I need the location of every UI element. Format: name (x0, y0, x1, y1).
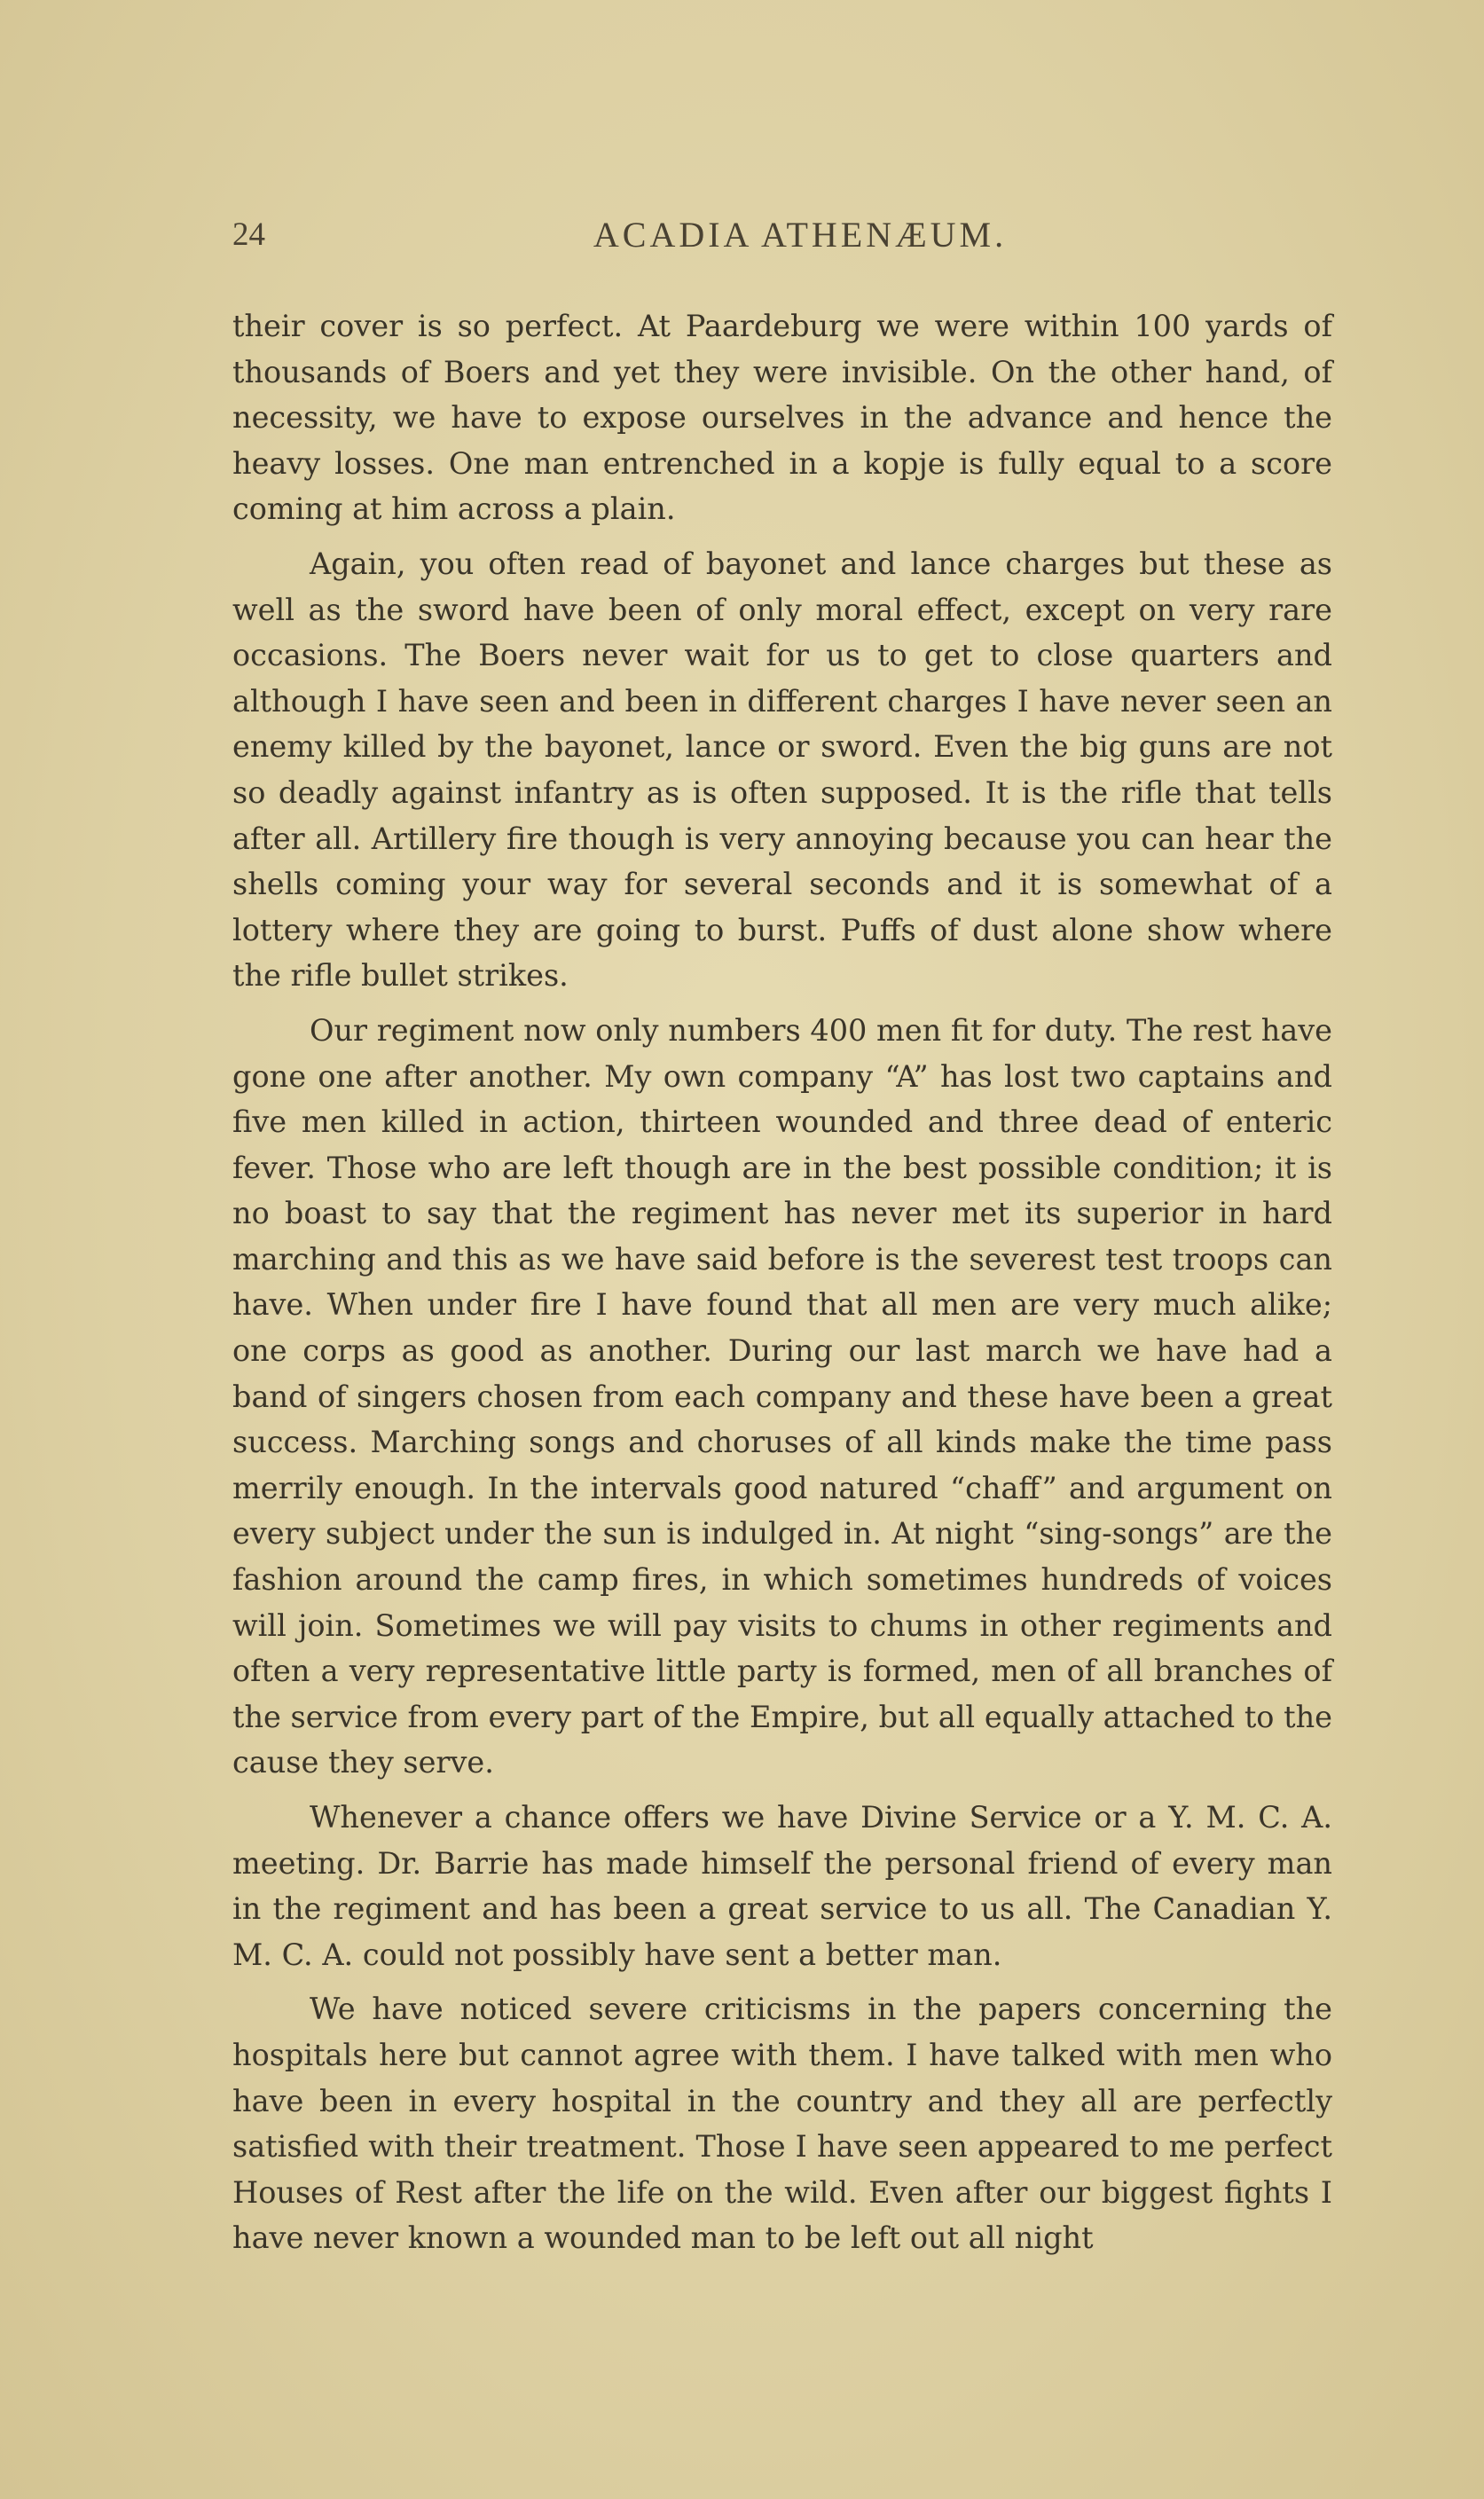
paragraph-regiment-numbers: Our regiment now only numbers 400 men fit for duty. The rest have gone one after another. My own company “A” has lost two captains and five men killed in action, thirteen wounded and three dead of enteric fever. Those who are left though are in the best possible condition; it is no boast to say that the regiment has never met its superior in hard marching and this as we have said before is the severest test troops can have. When under fire I have found that all men are very much alike; one corps as good as another. During our last march we have had a band of singers chosen from each company and these have been a great success. Marching songs and choruses of all kinds make the time pass merrily enough. In the intervals good natured “chaff” and argument on every subject under the sun is indulged in. At night “sing-songs” are the fashion around the camp fires, in which sometimes hundreds of voices will join. Sometimes we will pay visits to chums in other regiments and often a very representative little party is formed, men of all branches of the service from every part of the Empire, but all equally attached to the cause they serve. (232, 1012, 1332, 1780)
paragraph-divine-service: Whenever a chance offers we have Divine Service or a Y. M. C. A. meeting. Dr. Barrie has made himself the personal friend of every man in the regiment and has been a great service to us all. The Canadian Y. M. C. A. could not possibly have sent a better man. (232, 1800, 1332, 1972)
journal-title: ACADIA ATHENÆUM. (593, 215, 1008, 255)
article-body (232, 303, 1332, 2270)
paragraph-bayonet-charges: Again, you often read of bayonet and lance charges but these as well as the sword have been of only moral effect, except on very rare occasions. The Boers never wait for us to get to close quarters and although I have seen and been in different charges I have never seen an enemy killed by the bayonet, lance or sword. Even the big guns are not so deadly against infantry as is often supposed. It is the rifle that tells after all. Artillery fire though is very annoying because you can hear the shells coming your way for several seconds and it is somewhat of a lottery where they are going to burst. Puffs of dust alone show where the rifle bullet strikes. (232, 546, 1332, 994)
paragraph-hospitals: We have noticed severe criticisms in the papers concerning the hospitals here but cannot agree with them. I have talked with men who have been in every hospital in the country and they all are perfectly satisfied with their treatment. Those I have seen appeared to me perfect Houses of Rest after the life on the wild. Even after our biggest fights I have never known a wounded man to be left out all night (232, 1992, 1332, 2256)
paragraph-continued: their cover is so perfect. At Paardeburg we were within 100 yards of thousands of Boers and yet they were invisible. On the other hand, of necessity, we have to expose ourselves in the advance and hence the heavy losses. One man entrenched in a kopje is fully equal to a score coming at him across a plain. (232, 309, 1332, 527)
page-number: 24 (232, 216, 265, 253)
running-head (232, 213, 1332, 257)
